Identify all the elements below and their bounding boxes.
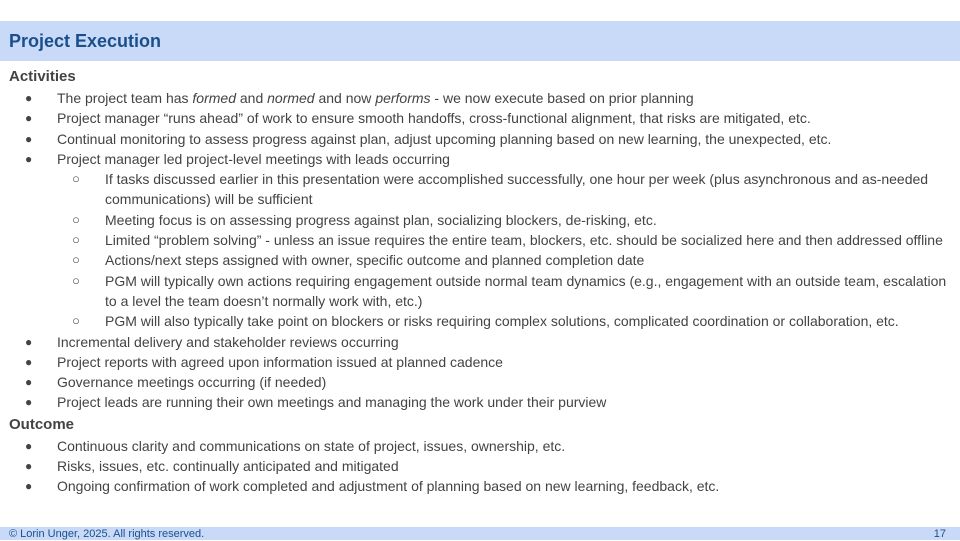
hollow-bullet-icon: ○ xyxy=(72,211,80,227)
bullet-item xyxy=(9,352,949,372)
item-text: Limited “problem solving” - unless an issue requires the entire team, blockers, etc. should be socialized here and then addressed offline xyxy=(105,232,943,249)
filled-bullet-icon: ● xyxy=(25,151,33,166)
hollow-bullet-icon: ○ xyxy=(72,232,80,248)
filled-bullet-icon: ● xyxy=(25,111,33,126)
page-title: Project Execution xyxy=(9,31,162,51)
item-text: Incremental delivery and stakeholder reviews occurring xyxy=(57,333,399,350)
item-text: If tasks discussed earlier in this presentation were accomplished successfully, one hour per week (plus asynchronous and as-needed communications) will be sufficient xyxy=(105,171,929,208)
item-text: Continuous clarity and communications on state of project, issues, ownership, etc. xyxy=(57,437,566,454)
slide-content xyxy=(9,66,949,497)
sub-bullet-item xyxy=(9,311,949,331)
filled-bullet-icon: ● xyxy=(25,354,33,369)
sub-bullet-item xyxy=(9,169,949,210)
hollow-bullet-icon: ○ xyxy=(72,171,80,187)
item-text: Project leads are running their own meetings and managing the work under their purview xyxy=(57,394,607,411)
hollow-bullet-icon: ○ xyxy=(72,252,80,268)
bullet-item xyxy=(9,456,949,476)
bullet-item xyxy=(9,392,949,412)
item-text: - we now execute based on prior planning xyxy=(430,90,694,106)
item-text: Risks, issues, etc. continually anticipated and mitigated xyxy=(57,458,399,475)
bullet-item xyxy=(9,436,949,456)
bullet-item xyxy=(9,476,949,496)
bullet-item xyxy=(9,88,949,108)
item-text: The project team has xyxy=(57,90,193,106)
item-text: PGM will also typically take point on blockers or risks requiring complex solutions, complicated coordination or collaboration, etc. xyxy=(105,313,899,330)
filled-bullet-icon: ● xyxy=(25,395,33,410)
filled-bullet-icon: ● xyxy=(25,131,33,146)
page-number: 17 xyxy=(933,528,946,540)
item-text: Project manager “runs ahead” of work to ensure smooth handoffs, cross-functional alignment, that risks are mitigated, etc. xyxy=(57,110,811,127)
item-text: Ongoing confirmation of work completed and adjustment of planning based on new learning, feedback, etc. xyxy=(57,478,720,495)
item-text: Continual monitoring to assess progress against plan, adjust upcoming planning based on new learning, the unexpected, etc. xyxy=(57,130,832,147)
hollow-bullet-icon: ○ xyxy=(72,272,80,288)
item-text: and now xyxy=(314,90,376,106)
filled-bullet-icon: ● xyxy=(25,334,33,349)
filled-bullet-icon: ● xyxy=(25,91,33,105)
item-text: Actions/next steps assigned with owner, specific outcome and planned completion date xyxy=(105,252,645,269)
item-text: Meeting focus is on assessing progress against plan, socializing blockers, de-risking, etc. xyxy=(105,211,657,228)
filled-bullet-icon: ● xyxy=(25,438,33,453)
item-text: Project manager led project-level meetings with leads occurring xyxy=(57,150,450,167)
activities-list xyxy=(9,88,949,413)
filled-bullet-icon: ● xyxy=(25,375,33,390)
outcome-heading: Outcome xyxy=(9,415,75,433)
sub-bullet-item xyxy=(9,210,949,230)
bullet-item xyxy=(9,149,949,169)
filled-bullet-icon: ● xyxy=(25,479,33,494)
emphasis-text: formed xyxy=(192,90,236,106)
filled-bullet-icon: ● xyxy=(25,459,33,474)
item-text: PGM will typically own actions requiring engagement outside normal team dynamics (e.g., engagement with an outside team, escalation to a level the team doesn’t normally work with, etc.) xyxy=(105,272,947,309)
outcome-list xyxy=(9,436,949,497)
emphasis-text: normed xyxy=(267,90,315,106)
sub-bullet-item xyxy=(9,271,949,312)
title-bar xyxy=(0,21,960,61)
item-text: Project reports with agreed upon information issued at planned cadence xyxy=(57,353,503,370)
bullet-item xyxy=(9,108,949,128)
sub-bullet-item xyxy=(9,230,949,250)
sub-bullet-item xyxy=(9,250,949,270)
emphasis-text: performs xyxy=(375,90,431,106)
bullet-item xyxy=(9,129,949,149)
bullet-item xyxy=(9,332,949,352)
bullet-item xyxy=(9,372,949,392)
hollow-bullet-icon: ○ xyxy=(72,313,80,329)
item-text: Governance meetings occurring (if needed) xyxy=(57,374,327,391)
footer-bar xyxy=(0,527,960,540)
item-text: and xyxy=(235,90,268,106)
copyright-text: © Lorin Unger, 2025. All rights reserved. xyxy=(9,528,205,540)
activities-heading: Activities xyxy=(9,68,76,85)
